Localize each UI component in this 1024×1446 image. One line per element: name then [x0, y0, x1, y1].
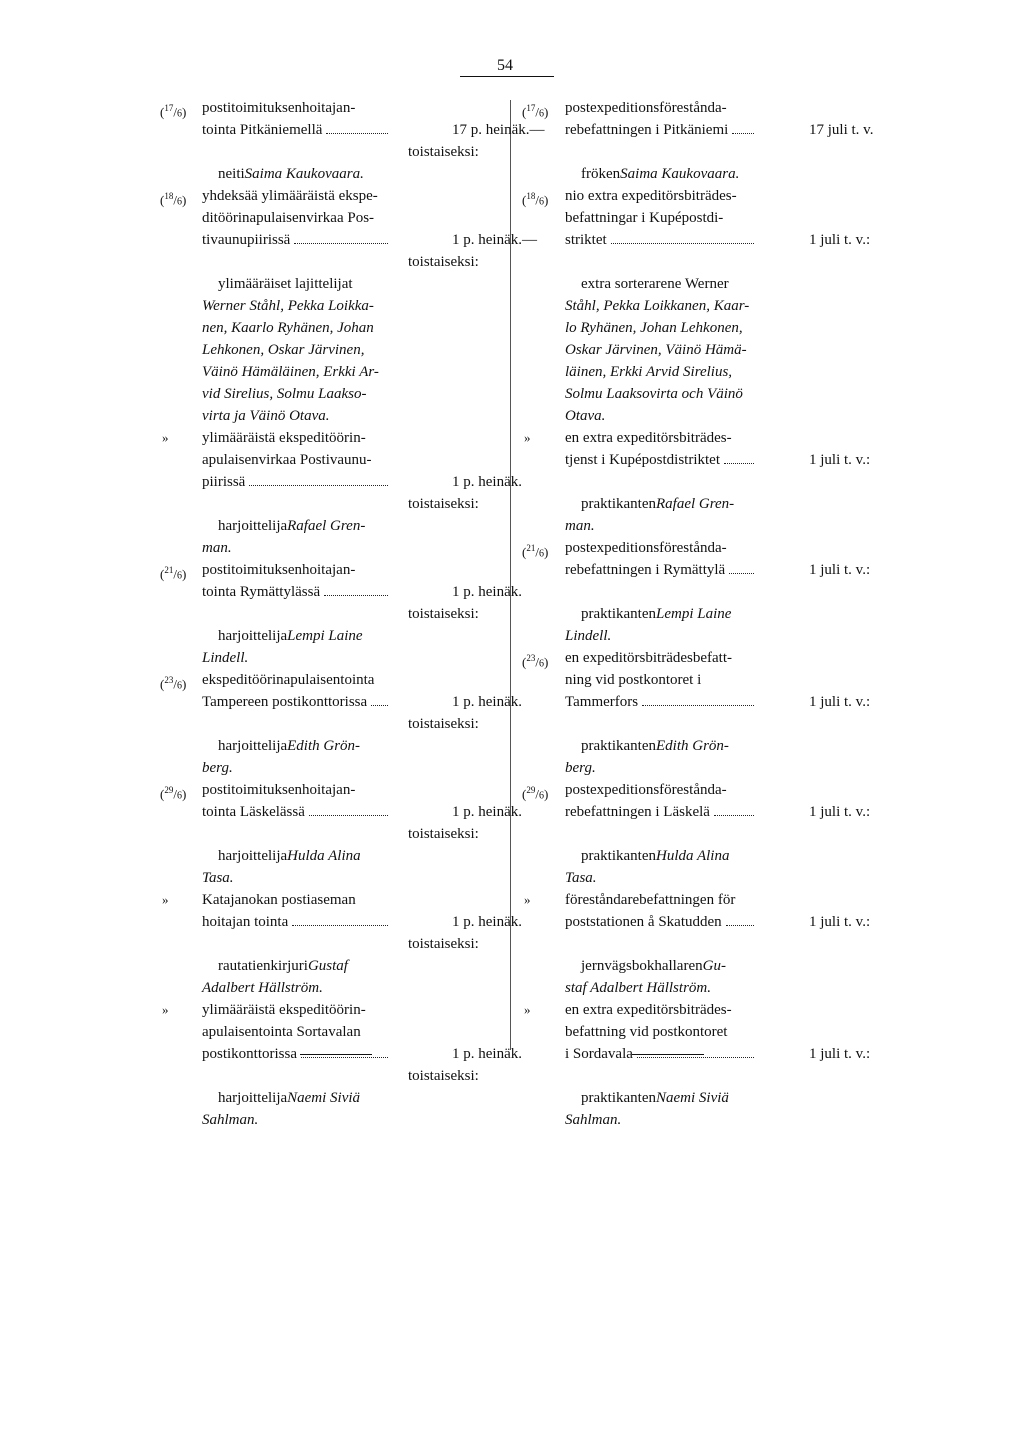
spacer: [565, 471, 852, 493]
entry-body: [565, 999, 871, 1131]
position-text: i Sordavala: [565, 1046, 633, 1062]
line-wrap: [565, 1043, 758, 1065]
position-line-dated: [202, 581, 522, 603]
until-further-notice: toistaiseksi:: [408, 716, 479, 732]
appointee-title: praktikanten: [581, 606, 656, 622]
leader-dots: [714, 815, 754, 816]
entry-body: [565, 779, 871, 889]
appointment-date: 1 p. heinäk.: [452, 694, 522, 710]
leader-dots: [611, 243, 754, 244]
position-line-dated: [202, 471, 522, 493]
appointee-name-cont: Tasa.: [565, 870, 597, 886]
date-mark: ($^{23}$/6): [160, 675, 187, 692]
position-text: Tammerfors: [565, 694, 639, 710]
line-wrap: [202, 207, 392, 229]
position-text: ylimääräistä ekspeditöörin-: [202, 430, 366, 446]
entry-body: [202, 427, 522, 559]
appointee-line: [202, 163, 490, 185]
position-line: [202, 449, 490, 471]
appointee-title: harjoittelija: [218, 1090, 288, 1106]
appointee-line: virta ja Väinö Otava.: [202, 408, 330, 424]
leader-dots: [637, 1057, 754, 1058]
line-wrap: [202, 999, 392, 1021]
date-mark: »: [162, 1002, 169, 1017]
appointee-title: harjoittelija: [218, 848, 288, 864]
position-line-dated: [565, 449, 871, 471]
line-wrap: [202, 1021, 392, 1043]
appointee-name-cont: berg.: [565, 760, 596, 776]
position-text: en extra expeditörsbiträdes-: [565, 1002, 732, 1018]
position-text: hoitajan tointa: [202, 914, 289, 930]
appointee-title: jernvägsbokhallaren: [581, 958, 703, 974]
position-text: Katajanokan postiaseman: [202, 892, 356, 908]
appointee-line: [202, 515, 490, 537]
line-wrap: [565, 801, 758, 823]
appointee-name-cont: Lindell.: [565, 628, 612, 644]
position-text: en extra expeditörsbiträdes-: [565, 430, 732, 446]
appointee-title: praktikanten: [581, 496, 656, 512]
spacer: [565, 933, 852, 955]
line-wrap: [202, 229, 392, 251]
line-wrap: [202, 669, 392, 691]
until-further-notice: toistaiseksi:: [408, 826, 479, 842]
entry-body: [565, 889, 871, 999]
spacer: [565, 581, 852, 603]
appointee-line: nen, Kaarlo Ryhänen, Johan: [202, 320, 374, 336]
appointee-name: Gu-: [702, 958, 726, 974]
appointee-title: harjoittelija: [218, 518, 288, 534]
position-line-dated: [202, 119, 545, 141]
appointee-title: fröken: [581, 166, 621, 182]
line-wrap: [565, 779, 758, 801]
position-line-dated: [202, 911, 522, 933]
spacer: [565, 251, 852, 273]
appointment-date: 1 juli t. v.:: [809, 452, 871, 468]
appointee-line: Oskar Järvinen, Väinö Hämä-: [565, 342, 747, 358]
position-text: tointa Läskelässä: [202, 804, 305, 820]
date-mark: ($^{29}$/6): [522, 785, 549, 802]
line-wrap: [202, 889, 392, 911]
appointee-title: praktikanten: [581, 1090, 656, 1106]
entry-body: [565, 97, 874, 185]
position-text: Tampereen postikonttorissa: [202, 694, 368, 710]
appointee-name-cont: Lindell.: [202, 650, 249, 666]
fi-entry: [160, 999, 522, 1131]
appointee-name: Naemi Siviä: [655, 1090, 729, 1106]
position-line: [565, 427, 852, 449]
position-text: rebefattningen i Läskelä: [565, 804, 710, 820]
date-mark: »: [524, 1002, 531, 1017]
date-mark: ($^{21}$/6): [522, 543, 549, 560]
appointee-name: Hulda Alina: [287, 848, 361, 864]
date-mark: ($^{18}$/6): [522, 191, 549, 208]
position-text: befattningar i Kupépostdi-: [565, 210, 724, 226]
appointee-line: [202, 735, 490, 757]
appointee-line: [565, 845, 852, 867]
sv-entry: [522, 999, 871, 1131]
position-text: postexpeditionsförestånda-: [565, 540, 727, 556]
line-wrap: [565, 185, 758, 207]
position-text: en expeditörsbiträdesbefatt-: [565, 650, 733, 666]
appointee-name: Hulda Alina: [655, 848, 730, 864]
appointee-line: läinen, Erkki Arvid Sirelius,: [565, 364, 733, 380]
until-further-notice: toistaiseksi:: [408, 496, 479, 512]
line-wrap: [202, 559, 392, 581]
appointment-date: 1 juli t. v.:: [809, 914, 871, 930]
leader-dots: [642, 705, 754, 706]
swedish-column: [522, 97, 874, 1131]
until-further-notice: toistaiseksi:: [408, 1068, 479, 1084]
appointee-line: extra sorterarene Werner: [581, 276, 729, 292]
appointee-name: Saima Kaukovaara.: [620, 166, 740, 182]
leader-dots: [371, 705, 388, 706]
date-mark: »: [524, 892, 531, 907]
entry-body: [565, 537, 871, 647]
until-further-notice: toistaiseksi:: [408, 144, 479, 160]
line-wrap: [565, 647, 758, 669]
position-text: rebefattningen i Pitkäniemi: [565, 122, 729, 138]
position-line-dated: [565, 801, 871, 823]
position-text: tjenst i Kupépostdistriktet: [565, 452, 720, 468]
position-line: [565, 889, 852, 911]
appointee-title: praktikanten: [581, 848, 656, 864]
sv-entry: [522, 647, 871, 779]
appointee-line: [565, 163, 852, 185]
spacer: [565, 1065, 852, 1087]
appointment-date: 1 juli t. v.:: [809, 694, 871, 710]
appointee-line: [565, 603, 852, 625]
position-text: ylimääräistä ekspeditöörin-: [202, 1002, 366, 1018]
position-text: piirissä: [202, 474, 246, 490]
position-text: ning vid postkontoret i: [565, 672, 702, 688]
appointee-line: Solmu Laaksovirta och Väinö: [565, 386, 743, 402]
fi-entry: [160, 889, 522, 999]
position-text: poststationen å Skatudden: [565, 914, 722, 930]
appointment-date: 1 p. heinäk.: [452, 474, 522, 490]
appointee-name-cont: Sahlman.: [565, 1112, 622, 1128]
appointee-title: harjoittelija: [218, 628, 288, 644]
appointee-line: Lehkonen, Oskar Järvinen,: [202, 342, 365, 358]
appointee-line: Otava.: [565, 408, 606, 424]
appointment-date: 1 juli t. v.:: [809, 1046, 871, 1062]
position-text: yhdeksää ylimääräistä ekspe-: [202, 188, 378, 204]
appointee-name: Saima Kaukovaara.: [244, 166, 364, 182]
appointee-line: [565, 1087, 852, 1109]
appointment-date: 1 p. heinäk.: [452, 804, 522, 820]
entry-body: [565, 647, 871, 779]
date-mark: ($^{17}$/6): [522, 103, 549, 120]
sv-entry: [522, 427, 871, 537]
date-mark: ($^{23}$/6): [522, 653, 549, 670]
line-wrap: [565, 119, 758, 141]
position-text: apulaisenvirkaa Postivaunu-: [202, 452, 372, 468]
position-text: apulaisentointa Sortavalan: [202, 1024, 361, 1040]
position-line: [565, 779, 852, 801]
line-wrap: [202, 1043, 392, 1065]
leader-dots: [729, 573, 754, 574]
position-text: rebefattningen i Rymättylä: [565, 562, 726, 578]
line-wrap: [202, 185, 392, 207]
leader-dots: [724, 463, 754, 464]
position-line-dated: [202, 1043, 522, 1065]
fi-entry: [160, 779, 522, 889]
appointee-line: Werner Ståhl, Pekka Loikka-: [202, 298, 374, 314]
fi-entry: [160, 559, 522, 669]
leader-dots: [732, 133, 754, 134]
sv-entry: [522, 779, 871, 889]
line-wrap: [565, 537, 758, 559]
until-further-notice: toistaiseksi:: [408, 936, 479, 952]
appointee-line: vid Sirelius, Solmu Laakso-: [202, 386, 367, 402]
entry-body: [565, 185, 871, 427]
line-wrap: [202, 779, 392, 801]
line-wrap: [565, 559, 758, 581]
line-wrap: [565, 911, 758, 933]
spacer: [565, 141, 852, 163]
line-wrap: [202, 911, 392, 933]
date-mark: »: [524, 430, 531, 445]
leader-dots: [326, 133, 388, 134]
appointee-line: [202, 1087, 490, 1109]
line-wrap: [565, 999, 758, 1021]
leader-dots: [292, 925, 388, 926]
page-number: 54: [497, 57, 513, 74]
position-line-dated: [565, 119, 874, 141]
header-rule: [460, 76, 554, 77]
line-wrap: [565, 97, 758, 119]
appointee-line: [565, 493, 852, 515]
appointee-name: Edith Grön-: [287, 738, 361, 754]
appointee-line: [202, 625, 490, 647]
fi-entry: [160, 97, 545, 185]
line-wrap: [202, 691, 392, 713]
line-wrap: [202, 427, 392, 449]
appointee-line: Ståhl, Pekka Loikkanen, Kaar-: [565, 298, 750, 314]
position-line: [202, 889, 490, 911]
position-line: [565, 647, 852, 669]
position-text: tivaunupiirissä: [202, 232, 291, 248]
position-line: [565, 999, 852, 1021]
position-line-dated: [565, 559, 871, 581]
position-text: postexpeditionsförestånda-: [565, 100, 727, 116]
position-text: tointa Pitkäniemellä: [202, 122, 323, 138]
appointee-name: Lempi Laine: [287, 628, 363, 644]
position-line: [202, 779, 490, 801]
line-wrap: [202, 119, 392, 141]
entry-body: [202, 559, 522, 669]
appointment-date: 1 p. heinäk.: [452, 1046, 522, 1062]
leader-dots: [324, 595, 388, 596]
appointee-line: [565, 735, 852, 757]
spacer: [565, 713, 852, 735]
position-line-dated: [565, 911, 871, 933]
sv-entry: [522, 537, 871, 647]
position-line: [202, 1021, 490, 1043]
leader-dots: [309, 815, 388, 816]
leader-dots: [294, 243, 388, 244]
position-line-dated: [202, 691, 522, 713]
appointee-name: Gustaf: [307, 958, 348, 974]
position-text: ditöörinapulaisenvirkaa Pos-: [202, 210, 375, 226]
position-text: befattning vid postkontoret: [565, 1024, 728, 1040]
sv-entry: [522, 889, 871, 999]
appointee-line: [202, 845, 490, 867]
date-mark: ($^{21}$/6): [160, 565, 187, 582]
position-line: [565, 1021, 852, 1043]
appointee-name-cont: Adalbert Hällström.: [202, 980, 323, 996]
position-line-dated: [565, 691, 871, 713]
appointment-date: 1 p. heinäk.: [452, 584, 522, 600]
position-line: [202, 207, 490, 229]
position-text: nio extra expeditörsbiträdes-: [565, 188, 737, 204]
position-line: [565, 537, 852, 559]
position-line: [202, 427, 490, 449]
entry-body: [202, 669, 522, 779]
position-line: [565, 97, 852, 119]
leader-dots: [726, 925, 754, 926]
appointee-line: Väinö Hämäläinen, Erkki Ar-: [202, 364, 379, 380]
position-text: postitoimituksenhoitajan-: [202, 782, 356, 798]
appointee-name-cont: Tasa.: [202, 870, 234, 886]
appointee-line: ylimääräiset lajittelijat: [218, 276, 353, 292]
appointee-name: Rafael Gren-: [287, 518, 366, 534]
sv-entry: [522, 185, 871, 427]
line-wrap: [565, 207, 758, 229]
appointee-name: Lempi Laine: [655, 606, 732, 622]
appointment-date: 17 p. heinäk.—: [452, 122, 545, 138]
line-wrap: [202, 449, 392, 471]
spacer: [565, 823, 852, 845]
appointee-line: [565, 955, 852, 977]
appointment-date: 1 juli t. v.:: [809, 562, 871, 578]
line-wrap: [565, 669, 758, 691]
appointee-name-cont: Sahlman.: [202, 1112, 259, 1128]
entry-body: [202, 889, 522, 999]
line-wrap: [202, 581, 392, 603]
entry-body: [202, 999, 522, 1131]
date-mark: ($^{17}$/6): [160, 103, 187, 120]
position-line: [202, 185, 490, 207]
position-line-dated: [202, 229, 537, 251]
position-line: [565, 669, 852, 691]
appointee-name: Rafael Gren-: [655, 496, 735, 512]
appointee-title: praktikanten: [581, 738, 656, 754]
position-text: postitoimituksenhoitajan-: [202, 562, 356, 578]
line-wrap: [565, 1021, 758, 1043]
appointee-name: Edith Grön-: [655, 738, 729, 754]
until-further-notice: toistaiseksi:: [408, 254, 479, 270]
appointment-date: 1 juli t. v.:: [809, 804, 871, 820]
fi-entry: [160, 185, 537, 427]
appointee-title: neiti: [218, 166, 245, 182]
position-line: [202, 999, 490, 1021]
position-text: föreståndarebefattningen för: [565, 892, 736, 908]
line-wrap: [565, 889, 758, 911]
position-line: [202, 97, 490, 119]
position-text: tointa Rymättylässä: [202, 584, 321, 600]
line-wrap: [202, 801, 392, 823]
fi-entry: [160, 427, 522, 559]
appointee-name-cont: berg.: [202, 760, 233, 776]
appointment-date: 1 juli t. v.:: [809, 232, 871, 248]
position-text: postitoimituksenhoitajan-: [202, 100, 356, 116]
appointee-line: lo Ryhänen, Johan Lehkonen,: [565, 320, 743, 336]
position-text: striktet: [565, 232, 607, 248]
position-text: postexpeditionsförestånda-: [565, 782, 727, 798]
appointee-title: rautatienkirjuri: [218, 958, 308, 974]
finnish-column: [160, 97, 545, 1131]
line-wrap: [202, 97, 392, 119]
position-line: [565, 185, 852, 207]
position-line-dated: [565, 1043, 871, 1065]
fi-entry: [160, 669, 522, 779]
appointee-name-cont: man.: [565, 518, 595, 534]
date-mark: »: [162, 892, 169, 907]
appointee-name-cont: staf Adalbert Hällström.: [565, 980, 711, 996]
line-wrap: [565, 427, 758, 449]
leader-dots: [301, 1057, 388, 1058]
position-line-dated: [565, 229, 871, 251]
appointee-line: [202, 955, 490, 977]
position-text: ekspeditöörinapulaisentointa: [202, 672, 375, 688]
line-wrap: [565, 691, 758, 713]
line-wrap: [565, 229, 758, 251]
position-line: [565, 207, 852, 229]
appointment-date: 17 juli t. v.: [809, 122, 874, 138]
position-text: postikonttorissa: [202, 1046, 298, 1062]
appointment-date: 1 p. heinäk.—: [452, 232, 537, 248]
appointment-date: 1 p. heinäk.: [452, 914, 522, 930]
line-wrap: [565, 449, 758, 471]
entry-body: [202, 779, 522, 889]
appointee-name: Naemi Siviä: [287, 1090, 361, 1106]
entry-body: [565, 427, 871, 537]
line-wrap: [202, 471, 392, 493]
until-further-notice: toistaiseksi:: [408, 606, 479, 622]
sv-entry: [522, 97, 874, 185]
date-mark: »: [162, 430, 169, 445]
position-line: [202, 559, 490, 581]
date-mark: ($^{18}$/6): [160, 191, 187, 208]
leader-dots: [249, 485, 388, 486]
appointee-name-cont: man.: [202, 540, 232, 556]
date-mark: ($^{29}$/6): [160, 785, 187, 802]
position-line-dated: [202, 801, 522, 823]
position-line: [202, 669, 490, 691]
appointee-title: harjoittelija: [218, 738, 288, 754]
